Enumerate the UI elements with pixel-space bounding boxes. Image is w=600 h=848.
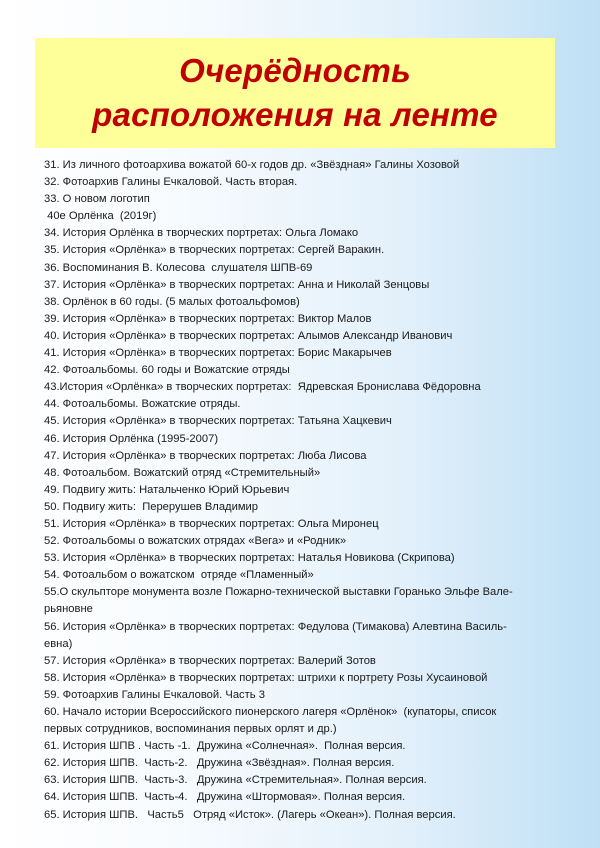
list-item: 61. История ШПВ . Часть -1. Дружина «Солнечная». Полная версия. (44, 740, 406, 753)
list-item: 40. История «Орлёнка» в творческих портретах: Алымов Александр Иванович (44, 329, 453, 342)
list-item: 48. Фотоальбом. Вожатский отряд «Стремительный» (44, 466, 321, 479)
list-item: 39. История «Орлёнка» в творческих портретах: Виктор Малов (44, 312, 372, 325)
list-item: 34. История Орлёнка в творческих портретах: Ольга Ломако (44, 227, 359, 240)
list-item: 33. О новом логотип (44, 193, 150, 206)
list-item: 65. История ШПВ. Часть5 Отряд «Исток». (Лагерь «Океан»). Полная версия. (44, 808, 456, 821)
list-item: 44. Фотоальбомы. Вожатские отряды. (44, 398, 241, 411)
list-item: 46. История Орлёнка (1995-2007) (44, 432, 219, 445)
list-item: 49. Подвигу жить: Натальченко Юрий Юрьевич (44, 483, 290, 496)
list-item: 57. История «Орлёнка» в творческих портретах: Валерий Зотов (44, 654, 376, 667)
list-item: 60. Начало истории Всероссийского пионерского лагеря «Орлёнок» (купаторы, список первых сотрудников, воспоминания первых орлят и др.) (44, 706, 497, 736)
list-item: 43.История «Орлёнка» в творческих портретах: Ядревская Бронислава Фёдоровна (44, 381, 481, 394)
list-item: 55.О скульпторе монумента возле Пожарно-технической выставки Горанько Эльфе Вале- рьяновне (44, 586, 513, 616)
list-item: 53. История «Орлёнка» в творческих портретах: Наталья Новикова (Скрипова) (44, 552, 455, 565)
list-item: 36. Воспоминания В. Колесова слушателя ШПВ-69 (44, 261, 313, 274)
page-title-line-1: Очерёдность (179, 52, 411, 89)
list-item: 59. Фотоархив Галины Ечкаловой. Часть 3 (44, 688, 265, 701)
list-item: 54. Фотоальбом о вожатском отряде «Пламенный» (44, 569, 314, 582)
list-item: 42. Фотоальбомы. 60 годы и Вожатские отряды (44, 364, 290, 377)
list-item: 37. История «Орлёнка» в творческих портретах: Анна и Николай Зенцовы (44, 278, 430, 291)
list-item: 32. Фотоархив Галины Ечкаловой. Часть вторая. (44, 176, 298, 189)
list-item: 47. История «Орлёнка» в творческих портретах: Люба Лисова (44, 449, 367, 462)
list-item: 64. История ШПВ. Часть-4. Дружина «Штормовая». Полная версия. (44, 791, 406, 804)
item-list (44, 157, 564, 824)
list-item: 31. Из личного фотоархива вожатой 60-х годов др. «Звёздная» Галины Хозовой (44, 159, 460, 171)
list-item: 51. История «Орлёнка» в творческих портретах: Ольга Миронец (44, 517, 379, 530)
list-item: 56. История «Орлёнка» в творческих портретах: Федулова (Тимакова) Алевтина Василь- евна) (44, 620, 507, 650)
list-item: 35. История «Орлёнка» в творческих портретах: Сергей Варакин. (44, 244, 385, 257)
title-banner (35, 38, 555, 148)
list-item: 52. Фотоальбомы о вожатских отрядах «Вега» и «Родник» (44, 535, 347, 548)
list-item: 63. История ШПВ. Часть-3. Дружина «Стремительная». Полная версия. (44, 774, 427, 787)
page-title-line-2: расположения на ленте (92, 96, 498, 133)
list-item: 62. История ШПВ. Часть-2. Дружина «Звёздная». Полная версия. (44, 757, 395, 770)
list-item: 50. Подвигу жить: Перерушев Владимир (44, 500, 258, 513)
list-item: 45. История «Орлёнка» в творческих портретах: Татьяна Хацкевич (44, 415, 392, 428)
list-item: 58. История «Орлёнка» в творческих портретах: штрихи к портрету Розы Хусаиновой (44, 671, 488, 684)
list-item: 38. Орлёнок в 60 годы. (5 малых фотоальфомов) (44, 295, 300, 308)
list-item: 40е Орлёнка (2019г) (44, 210, 157, 223)
list-item: 41. История «Орлёнка» в творческих портретах: Борис Макарычев (44, 347, 392, 360)
